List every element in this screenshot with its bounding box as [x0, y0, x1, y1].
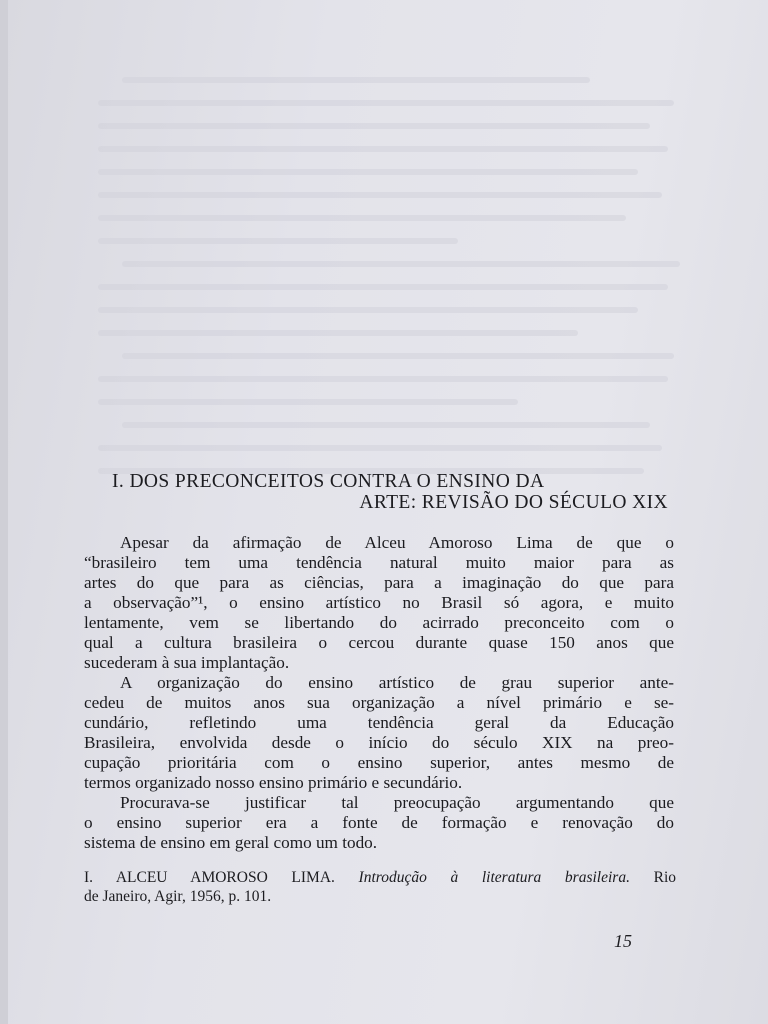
body-line: sucederam à sua implantação. — [84, 653, 290, 672]
body-line: Procurava-se justificar tal preocupação argumentando que — [120, 793, 674, 812]
chapter-heading-line-2: ARTE: REVISÃO DO SÉCULO XIX — [359, 492, 668, 513]
body-line: artes do que para as ciências, para a imaginação do que para — [84, 573, 674, 592]
body-line: cupação prioritária com o ensino superior, antes mesmo de — [84, 753, 674, 772]
body-line: a observação”¹, o ensino artístico no Brasil só agora, e muito — [84, 593, 674, 612]
body-line: A organização do ensino artístico de grau superior ante- — [120, 673, 674, 692]
footnote-title: Introdução à literatura brasileira. — [358, 869, 630, 886]
body-line: o ensino superior era a fonte de formação e renovação do — [84, 813, 674, 832]
body-line: lentamente, vem se libertando do acirrado preconceito com o — [84, 613, 674, 632]
footnote-line-1 — [84, 868, 676, 887]
bleed-through-text — [98, 60, 698, 491]
footnote-author: I. ALCEU AMOROSO LIMA. — [84, 869, 335, 886]
page-number: 15 — [614, 931, 632, 951]
book-page — [8, 0, 768, 1024]
body-line: Apesar da afirmação de Alceu Amoroso Lima de que o — [120, 533, 674, 552]
body-line: cundário, refletindo uma tendência geral da Educação — [84, 713, 674, 732]
body-line: qual a cultura brasileira o cercou durante quase 150 anos que — [84, 633, 674, 652]
body-line: Brasileira, envolvida desde o início do século XIX na preo- — [84, 733, 674, 752]
footnote-place: Rio — [653, 869, 677, 886]
chapter-heading-line-1: I. DOS PRECONCEITOS CONTRA O ENSINO DA — [112, 471, 545, 492]
body-line: “brasileiro tem uma tendência natural muito maior para as — [84, 553, 674, 572]
body-line: sistema de ensino em geral como um todo. — [84, 833, 378, 852]
footnote-line-2: de Janeiro, Agir, 1956, p. 101. — [84, 888, 272, 905]
body-line: termos organizado nosso ensino primário e secundário. — [84, 773, 463, 792]
body-line: cedeu de muitos anos sua organização a nível primário e se- — [84, 693, 674, 712]
